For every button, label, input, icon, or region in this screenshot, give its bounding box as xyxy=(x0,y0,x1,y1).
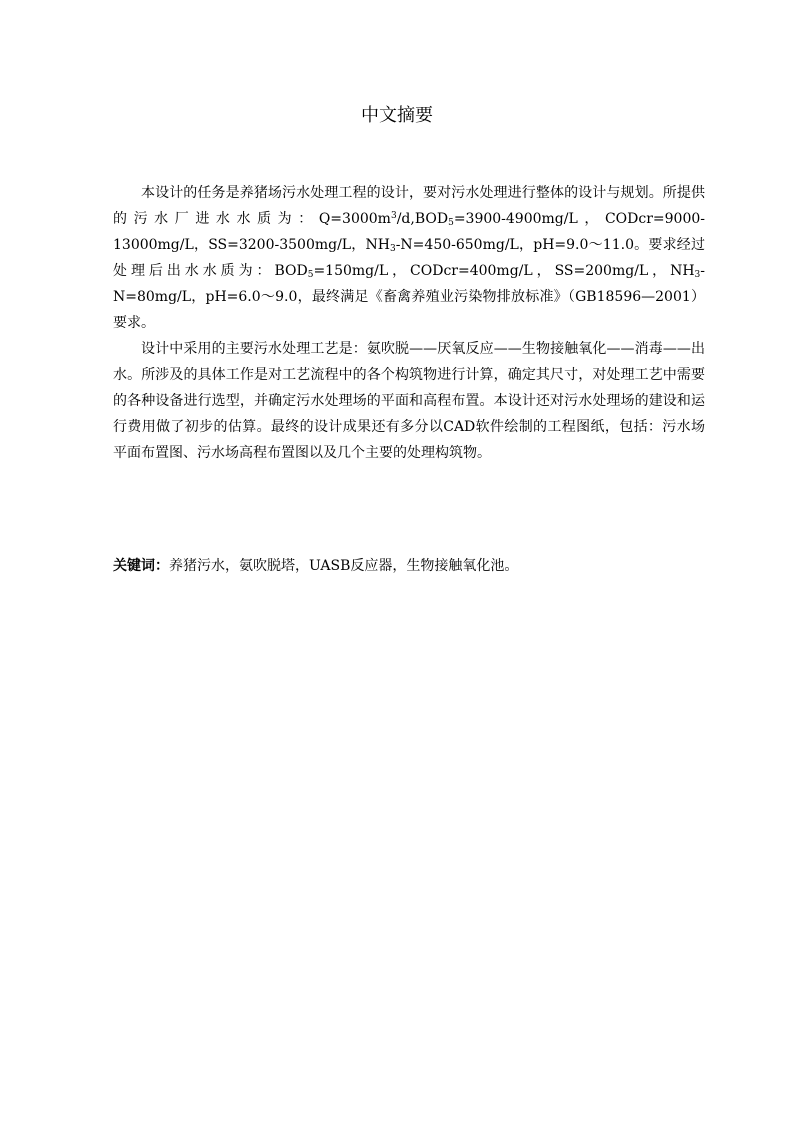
subscript-5-b: 5 xyxy=(307,270,314,280)
keywords-label: 关键词： xyxy=(113,558,169,574)
subscript-5: 5 xyxy=(448,218,454,228)
para1-text-6: -N=80mg/L，pH=6.0～9.0，最终满足《畜禽养殖业污染物排放标准》（GB18596—2001）要求。 xyxy=(113,263,706,331)
abstract-paragraph-1 xyxy=(113,180,705,336)
keywords-line xyxy=(113,553,705,579)
para1-text-2: /d,BOD xyxy=(396,211,449,227)
para1-text-4: -N=450-650mg/L，pH=9.0～11.0。要求经过处理后出水水质为：BOD xyxy=(113,237,705,279)
superscript-3: 3 xyxy=(390,211,397,221)
para1-text-5: =150mg/L，CODcr=400mg/L，SS=200mg/L，NH xyxy=(313,263,695,279)
para1-text-3: =3900-4900mg/L，CODcr=9000-13000mg/L，SS=3200-3500mg/L，NH xyxy=(113,211,705,253)
abstract-body xyxy=(113,180,705,466)
para1-text-1: 本设计的任务是养猪场污水处理工程的设计，要对污水处理进行整体的设计与规划。所提供的污水厂进水水质为：Q=3000m xyxy=(113,185,705,227)
abstract-paragraph-2: 设计中采用的主要污水处理工艺是：氨吹脱——厌氧反应——生物接触氧化——消毒——出水。所涉及的具体工作是对工艺流程中的各个构筑物进行计算，确定其尺寸，对处理工艺中需要的各种设备进行选型，并确定污水处理场的平面和高程布置。本设计还对污水处理场的建设和运行费用做了初步的估算。最终的设计成果还有多分以CAD软件绘制的工程图纸，包括：污水场平面布置图、污水场高程布置图以及几个主要的处理构筑物。 xyxy=(113,341,705,461)
page-title: 中文摘要 xyxy=(361,105,433,126)
subscript-3-b: 3 xyxy=(694,270,701,280)
keywords-text: 养猪污水，氨吹脱塔，UASB反应器，生物接触氧化池。 xyxy=(169,558,519,574)
subscript-3: 3 xyxy=(389,244,396,254)
